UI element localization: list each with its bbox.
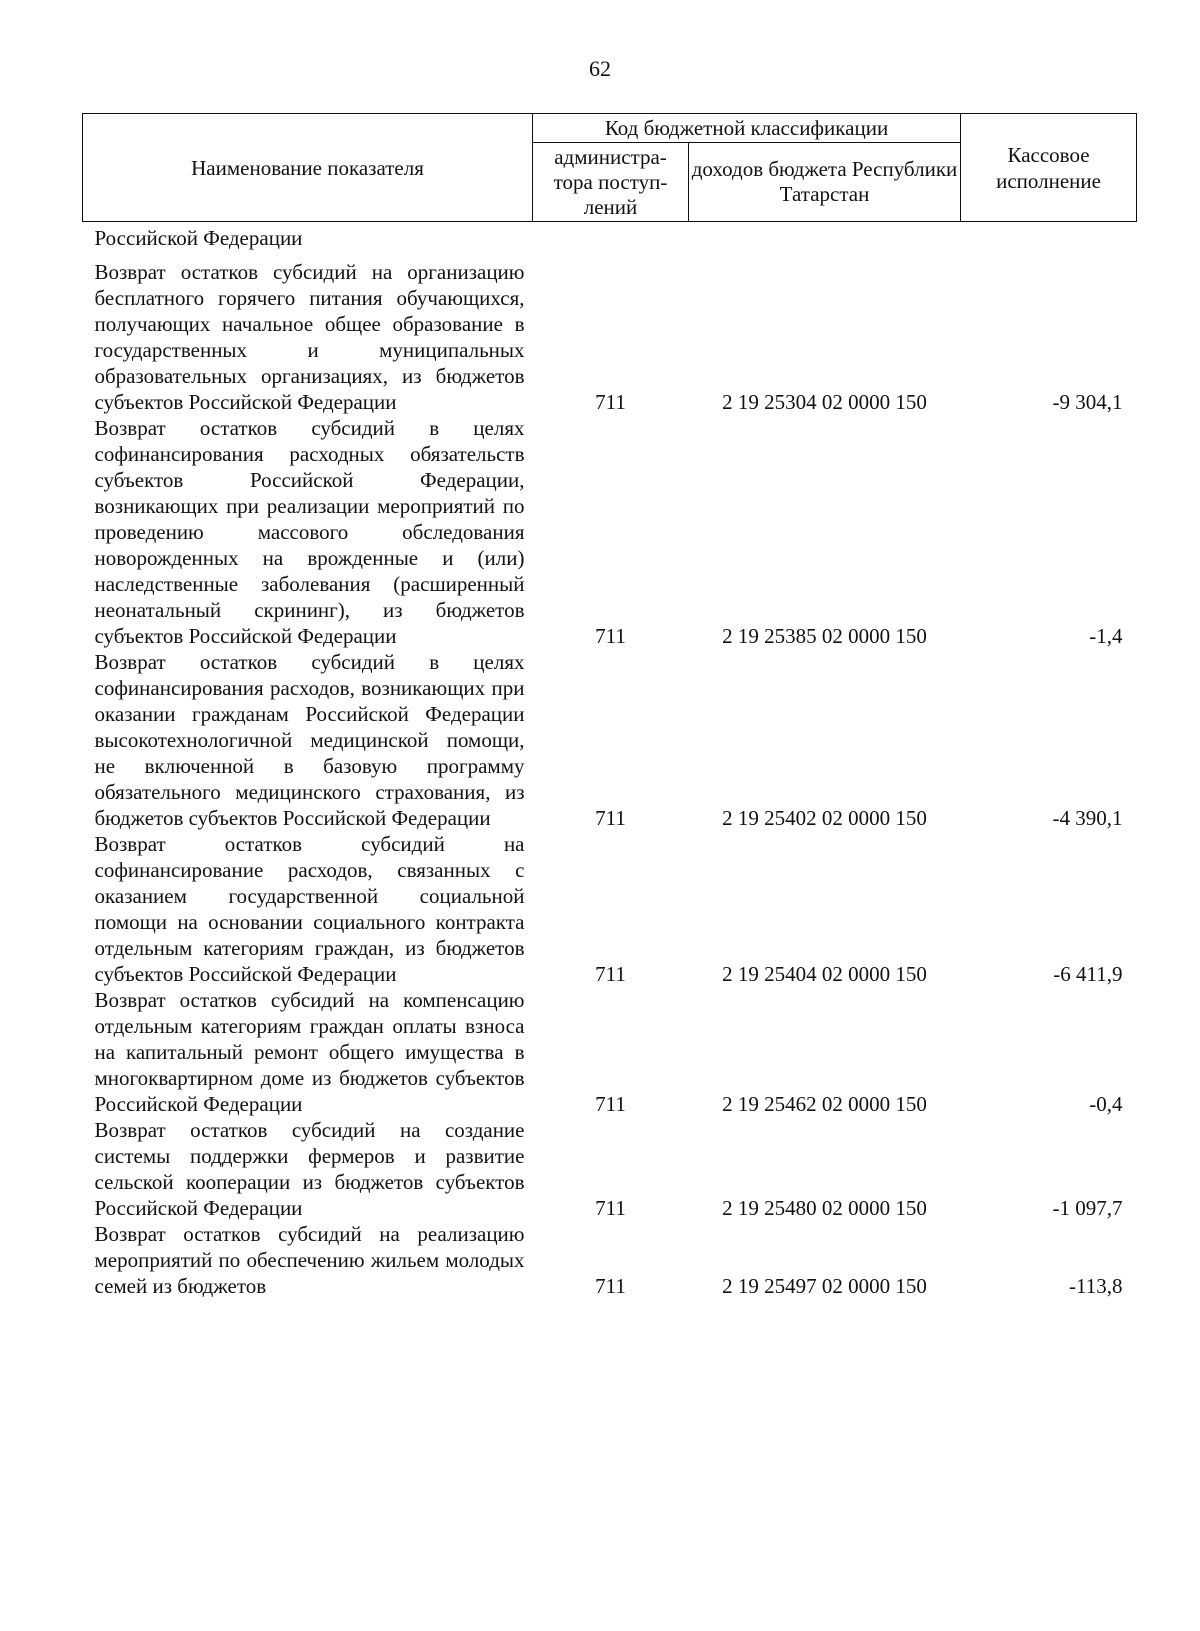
row-name: Возврат остатков субсидий на софинансирование расходов, связанных с оказанием государственной социальной помощи на основании социального контракта отдельным категориям граждан, из бюджетов субъектов Российской Федерации — [94, 832, 525, 986]
row-name: Возврат остатков субсидий на реализацию мероприятий по обеспечению жильем молодых семей из бюджетов — [94, 1222, 525, 1298]
row-exec: -4 390,1 — [1052, 806, 1123, 830]
row-name: Возврат остатков субсидий на создание системы поддержки фермеров и развитие сельской кооперации из бюджетов субъектов Российской Федерации — [94, 1118, 525, 1220]
header-name: Наименование показателя — [83, 114, 533, 222]
row-code: 2 19 25304 02 0000 150 — [722, 390, 927, 414]
table-row — [83, 831, 1137, 987]
table-row — [83, 259, 1137, 415]
row-code: 2 19 25462 02 0000 150 — [722, 1092, 927, 1116]
row-code: 2 19 25480 02 0000 150 — [722, 1196, 927, 1220]
page-number: 62 — [589, 56, 611, 81]
row-name: Возврат остатков субсидий в целях софинансирования расходов, возникающих при оказании гражданам Российской Федерации высокотехнологичной медицинской помощи, не включенной в базовую программу обязательного медицинского страхования, из бюджетов субъектов Российской Федерации — [94, 650, 525, 830]
table-row — [83, 1117, 1137, 1221]
table-body — [83, 222, 1137, 1300]
row-admin: 711 — [595, 1196, 626, 1220]
row-admin: 711 — [595, 806, 626, 830]
row-admin: 711 — [595, 1092, 626, 1116]
header-classification-code: Код бюджетной классификации — [533, 114, 961, 143]
header-cash-execution: Кассовое исполнение — [961, 114, 1137, 222]
row-exec: -0,4 — [1089, 1092, 1123, 1116]
table-header — [83, 114, 1137, 222]
row-code: 2 19 25402 02 0000 150 — [722, 806, 927, 830]
row-name: Возврат остатков субсидий на организацию бесплатного горячего питания обучающихся, получающих начальное общее образование в государственных и муниципальных образовательных организациях, из бюджетов субъектов Российской Федерации — [94, 260, 525, 414]
row-admin: 711 — [595, 390, 626, 414]
table-row — [83, 1221, 1137, 1299]
row-admin: 711 — [595, 962, 626, 986]
row-code — [689, 222, 961, 252]
row-name: Возврат остатков субсидий в целях софинансирования расходных обязательств субъектов Российской Федерации, возникающих при реализации мероприятий по проведению массового обследования новорожденных на врожденные и (или) наследственные заболевания (расширенный неонатальный скрининг), из бюджетов субъектов Российской Федерации — [94, 416, 525, 648]
row-exec: -6 411,9 — [1053, 962, 1123, 986]
row-code: 2 19 25404 02 0000 150 — [722, 962, 927, 986]
header-administrator: администра-тора поступ-лений — [533, 143, 689, 222]
table-row — [83, 222, 1137, 252]
budget-table — [82, 113, 1137, 1299]
row-admin: 711 — [595, 624, 626, 648]
row-name: Возврат остатков субсидий на компенсацию отдельным категориям граждан оплаты взноса на капитальный ремонт общего имущества в многоквартирном доме из бюджетов субъектов Российской Федерации — [94, 988, 525, 1116]
row-exec — [961, 222, 1137, 252]
header-revenue-code: доходов бюджета Республики Татарстан — [689, 143, 961, 222]
row-admin: 711 — [595, 1274, 626, 1298]
row-code: 2 19 25385 02 0000 150 — [722, 624, 927, 648]
table-row — [83, 649, 1137, 831]
table-row — [83, 987, 1137, 1117]
row-exec: -1,4 — [1089, 624, 1123, 648]
row-name: Российской Федерации — [94, 226, 303, 250]
row-exec: -1 097,7 — [1052, 1196, 1123, 1220]
table-row — [83, 415, 1137, 649]
row-code: 2 19 25497 02 0000 150 — [722, 1274, 927, 1298]
row-exec: -9 304,1 — [1052, 390, 1123, 414]
row-exec: -113,8 — [1069, 1274, 1123, 1298]
row-admin — [533, 222, 689, 252]
